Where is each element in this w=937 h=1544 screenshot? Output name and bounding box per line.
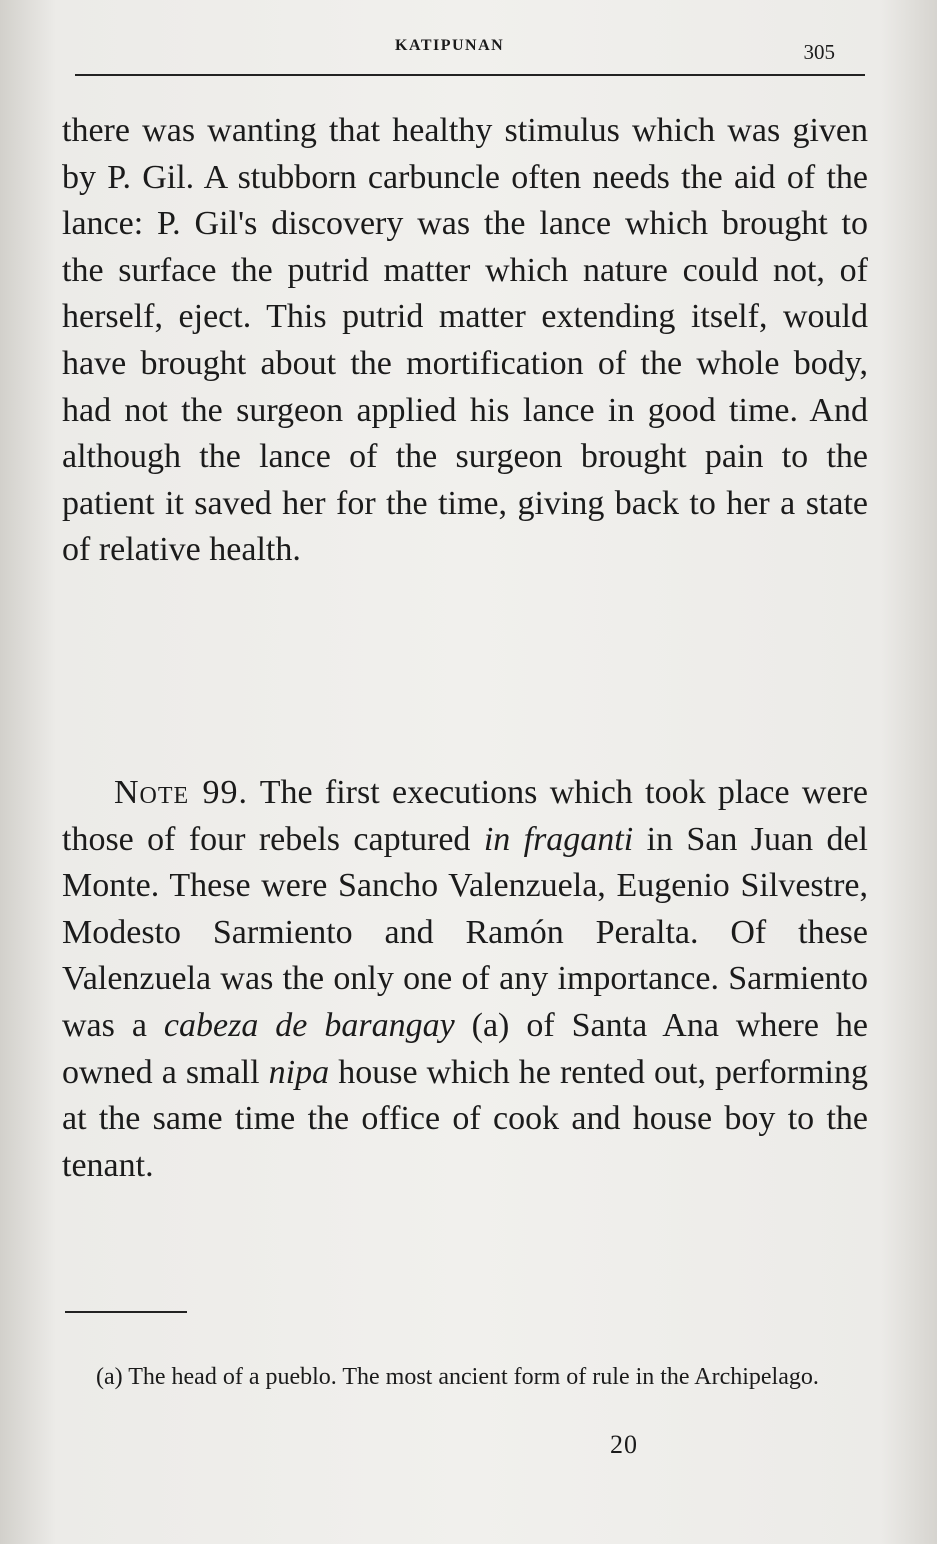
note-text-2: in San Juan del Monte. These were Sancho Valenzuela, Eugenio Silvestre, Modesto Sarmiento and Ramón Peralta. Of these Valenzuela was the only one of any importance. Sarmiento was a bbox=[62, 820, 868, 1044]
note-label: Note 99. bbox=[114, 774, 249, 811]
paragraph-1: there was wanting that healthy stimulus which was given by P. Gil. A stubborn carbuncle often needs the aid of the lance: P. Gil's discovery was the lance which brought to the surface the putrid matter which nature could not, of herself, eject. This putrid matter extending itself, would have brought about the mortification of the whole body, had not the surgeon applied his lance in good time. And although the lance of the surgeon brought pain to the patient it saved her for the time, giving back to her a state of relative health. bbox=[62, 112, 868, 569]
footnote: (a) The head of a pueblo. The most ancient form of rule in the Archipelago. bbox=[96, 1364, 819, 1390]
note-99-paragraph bbox=[62, 770, 868, 1189]
signature-mark: 20 bbox=[610, 1430, 638, 1459]
page-number: 305 bbox=[803, 40, 835, 64]
running-title: KATIPUNAN bbox=[395, 37, 505, 54]
note-italic-2: cabeza de barangay bbox=[163, 1006, 455, 1044]
note-text-1: The first executions which took place were those of four rebels captured bbox=[62, 774, 868, 858]
footnote-rule bbox=[65, 1311, 187, 1313]
running-head bbox=[75, 34, 865, 76]
note-text-4: house which he rented out, performing at the same time the office of cook and house boy to the tenant. bbox=[62, 1053, 868, 1184]
note-italic-1: in fraganti bbox=[483, 820, 634, 858]
note-italic-3: nipa bbox=[268, 1053, 330, 1091]
note-text-3: (a) of Santa Ana where he owned a small bbox=[62, 1006, 868, 1091]
